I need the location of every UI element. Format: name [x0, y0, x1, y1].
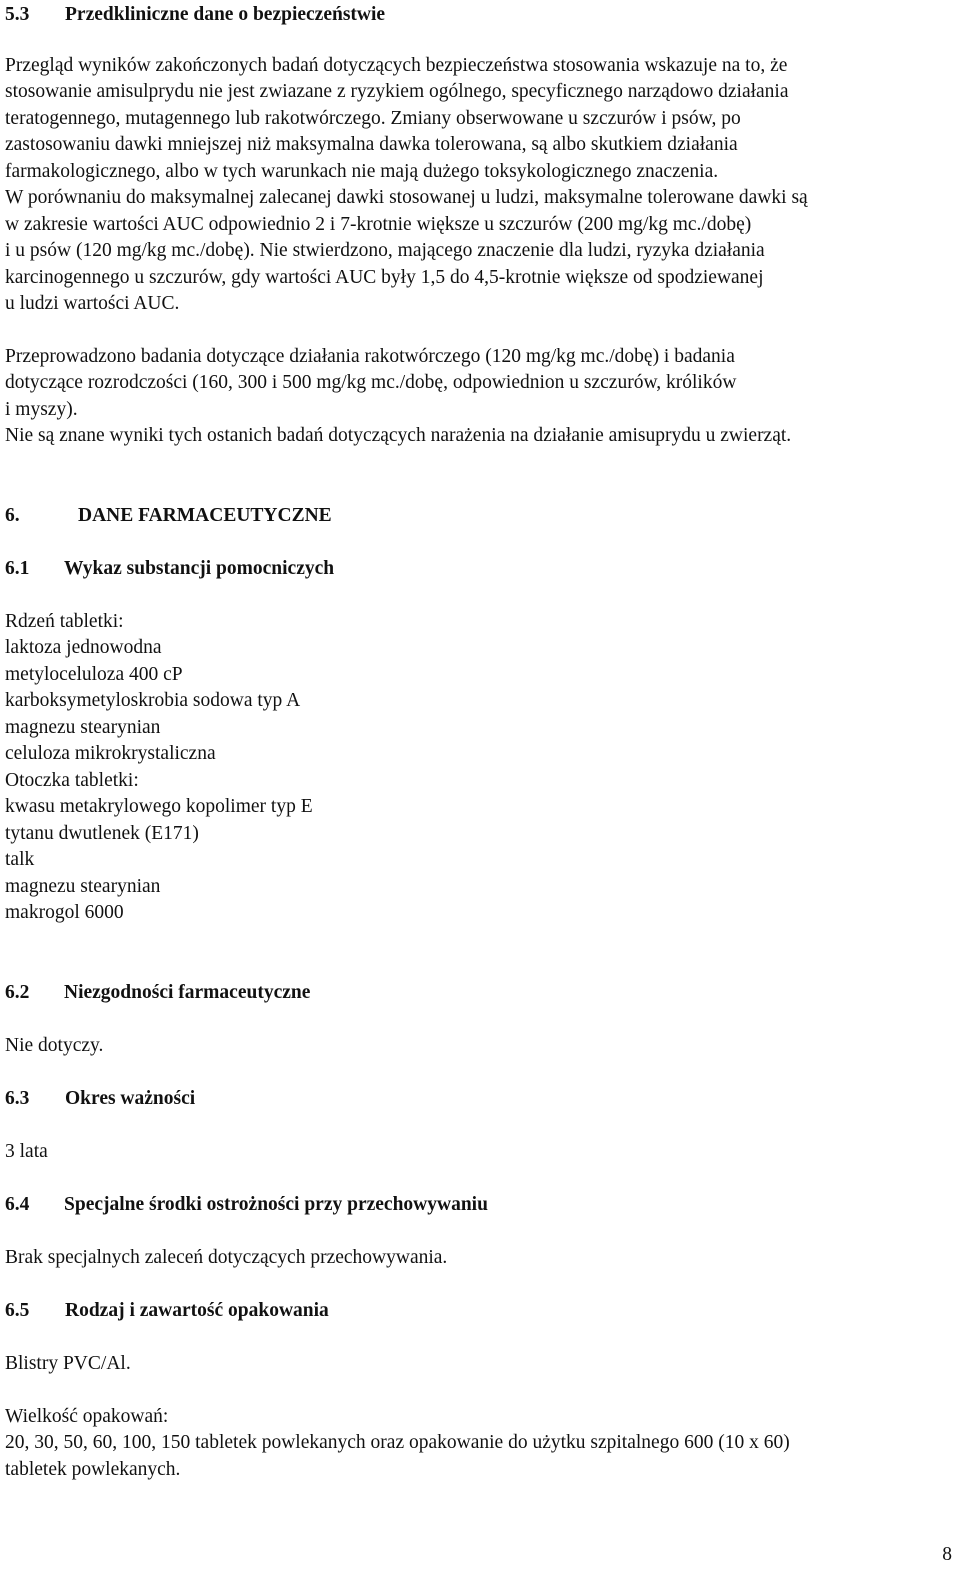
section-heading-6-2 — [5, 980, 310, 1006]
text-line: farmakologicznego, albo w tych warunkach nie mają dużego toksykologicznego znaczenia. — [5, 161, 719, 182]
section-heading-6-5 — [5, 1298, 329, 1324]
section-number: 6. — [5, 505, 20, 526]
section-heading-6-3 — [5, 1086, 195, 1112]
text-line: Przegląd wyników zakończonych badań dotyczących bezpieczeństwa stosowania wskazuje na to, że — [5, 55, 788, 76]
package-sizes-label: Wielkość opakowań: — [5, 1406, 169, 1427]
package-sizes-line: tabletek powlekanych. — [5, 1459, 181, 1480]
list-item: metyloceluloza 400 cP — [5, 664, 183, 685]
text-line: stosowanie amisulprydu nie jest zwiazane z ryzykiem ogólnego, specyficznego narządowo działania — [5, 81, 789, 102]
section-title: Specjalne środki ostrożności przy przechowywaniu — [64, 1194, 488, 1215]
section-heading-6-1 — [5, 556, 334, 582]
text-line: teratogennego, mutagennego lub rakotwórczego. Zmiany obserwowane u szczurów i psów, po — [5, 108, 741, 129]
section-number: 6.3 — [5, 1088, 30, 1109]
package-type-text: Blistry PVC/Al. — [5, 1353, 131, 1374]
section-number: 6.4 — [5, 1194, 30, 1215]
list-item: laktoza jednowodna — [5, 637, 162, 658]
section-title: DANE FARMACEUTYCZNE — [78, 505, 332, 526]
list-item: karboksymetyloskrobia sodowa typ A — [5, 690, 301, 711]
section-title: Okres ważności — [65, 1088, 196, 1109]
text-line: u ludzi wartości AUC. — [5, 293, 180, 314]
list-item: Rdzeń tabletki: — [5, 611, 124, 632]
section-number: 6.2 — [5, 982, 30, 1003]
text-line: dotyczące rozrodczości (160, 300 i 500 mg/kg mc./dobę, odpowiednion u szczurów, królików — [5, 372, 737, 393]
section-title: Rodzaj i zawartość opakowania — [65, 1300, 329, 1321]
list-item: kwasu metakrylowego kopolimer typ E — [5, 796, 313, 817]
text-line: Nie są znane wyniki tych ostanich badań dotyczących narażenia na działanie amisuprydu u zwierząt. — [5, 425, 792, 446]
text-line: W porównaniu do maksymalnej zalecanej dawki stosowanej u ludzi, maksymalne tolerowane dawki są — [5, 187, 808, 208]
list-item: talk — [5, 849, 35, 870]
page-number: 8 — [942, 1544, 952, 1565]
text-line: zastosowaniu dawki mniejszej niż maksymalna dawka tolerowana, są albo skutkiem działania — [5, 134, 738, 155]
list-item: magnezu stearynian — [5, 717, 161, 738]
text-line: karcinogennego u szczurów, gdy wartości AUC były 1,5 do 4,5-krotnie większe od spodziewanej — [5, 267, 764, 288]
section-number: 6.1 — [5, 558, 30, 579]
list-item: magnezu stearynian — [5, 876, 161, 897]
section-number: 6.5 — [5, 1300, 30, 1321]
section-heading-5-3 — [5, 2, 385, 28]
text-line: i myszy). — [5, 399, 78, 420]
package-sizes-line: 20, 30, 50, 60, 100, 150 tabletek powlekanych oraz opakowanie do użytku szpitalnego 600 (10 x 60) — [5, 1432, 790, 1453]
list-item: celuloza mikrokrystaliczna — [5, 743, 216, 764]
section-heading-6 — [5, 503, 332, 529]
section-number: 5.3 — [5, 4, 30, 25]
section-title: Niezgodności farmaceutyczne — [64, 982, 311, 1003]
list-item: makrogol 6000 — [5, 902, 124, 923]
list-item: tytanu dwutlenek (E171) — [5, 823, 199, 844]
section-title: Przedkliniczne dane o bezpieczeństwie — [65, 4, 386, 25]
text-line: Przeprowadzono badania dotyczące działania rakotwórczego (120 mg/kg mc./dobę) i badania — [5, 346, 735, 367]
text-line: w zakresie wartości AUC odpowiednio 2 i 7-krotnie większe u szczurów (200 mg/kg mc./dobę) — [5, 214, 752, 235]
text-line: i u psów (120 mg/kg mc./dobę). Nie stwierdzono, mającego znaczenie dla ludzi, ryzyka działania — [5, 240, 765, 261]
shelf-life-text: 3 lata — [5, 1141, 48, 1162]
section-title: Wykaz substancji pomocniczych — [64, 558, 335, 579]
list-item: Otoczka tabletki: — [5, 770, 139, 791]
incompatibilities-text: Nie dotyczy. — [5, 1035, 104, 1056]
storage-text: Brak specjalnych zaleceń dotyczących przechowywania. — [5, 1247, 448, 1268]
section-heading-6-4 — [5, 1192, 488, 1218]
